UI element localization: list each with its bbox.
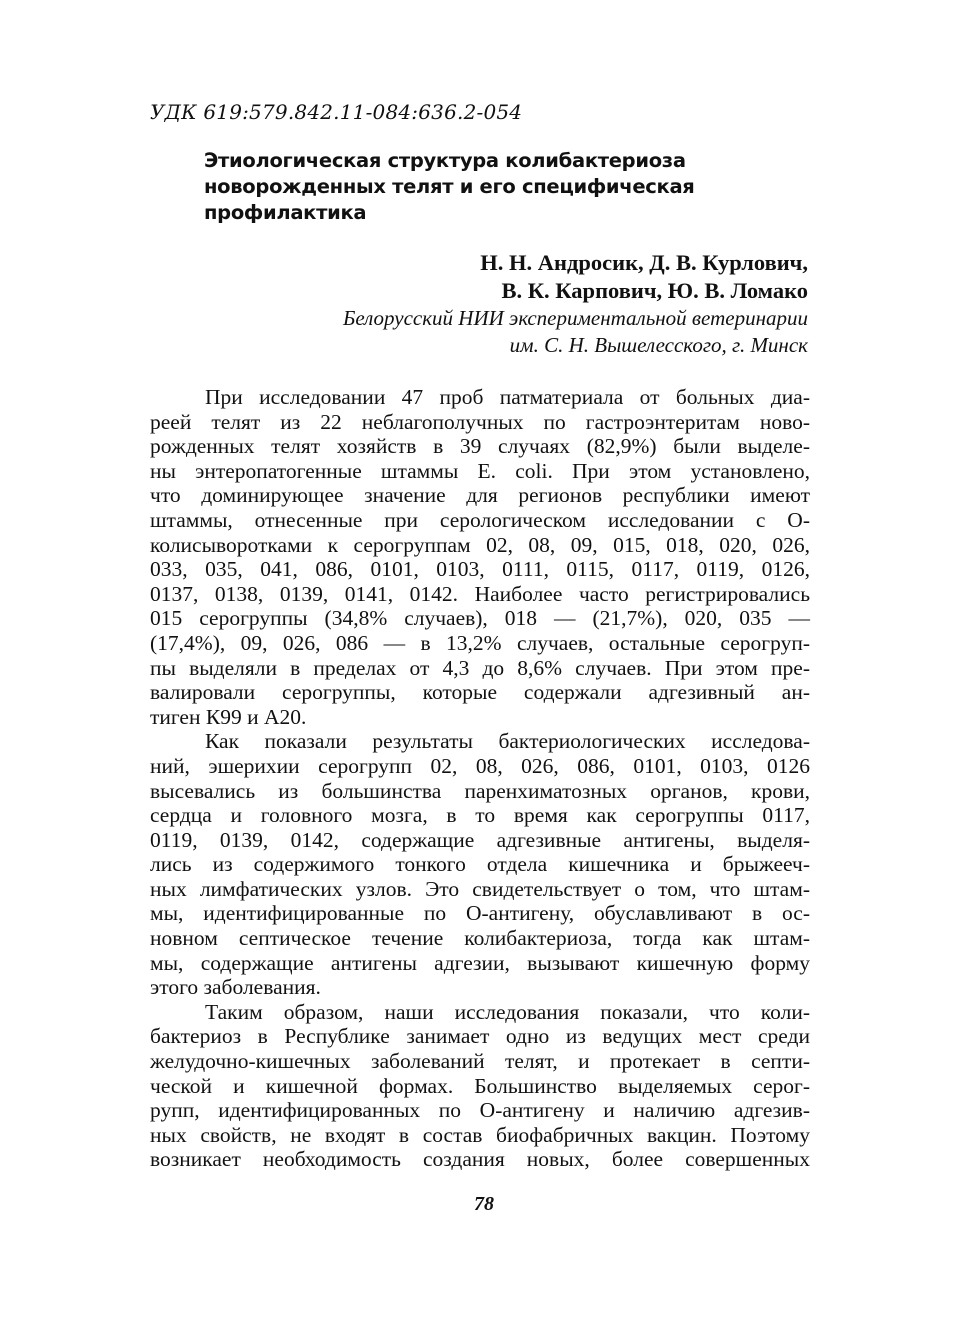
title-line: профилактика xyxy=(204,201,367,224)
authors-line: В. К. Карпович, Ю. В. Ломако xyxy=(501,278,808,303)
body-paragraph xyxy=(150,729,810,1000)
body-line: мы, содержащие антигены адгезии, вызывают кишечную форму xyxy=(150,950,810,975)
body-line: 015 серогруппы (34,8% случаев), 018 — (21,7%), 020, 035 — xyxy=(150,606,810,631)
body-paragraph xyxy=(150,385,810,729)
body-line: ных лимфатических узлов. Это свидетельствует о том, что штам- xyxy=(150,876,810,901)
body-line: пы выделяли в пределах от 4,3 до 8,6% случаев. При этом пре- xyxy=(150,655,810,680)
body-line: бактериоз в Республике занимает одно из ведущих мест среди xyxy=(150,1024,810,1049)
affiliation-line: им. С. Н. Вышелесского, г. Минск xyxy=(509,333,808,357)
body-line: штаммы, отнесенные при серологическом исследовании с О- xyxy=(150,507,810,532)
body-line: желудочно-кишечных заболеваний телят, и протекает в септи- xyxy=(150,1049,810,1074)
page-number: 78 xyxy=(474,1193,494,1215)
body-line: тиген К99 и А20. xyxy=(150,704,307,729)
body-line: рупп, идентифицированных по О-антигену и наличию адгезив- xyxy=(150,1098,810,1123)
body-line: колисыворотками к серогруппам 02, 08, 09, 015, 018, 020, 026, xyxy=(150,532,810,557)
authors xyxy=(480,249,808,305)
body-line: реей телят из 22 неблагополучных по гастроэнтеритам ново- xyxy=(150,409,810,434)
body-line: При исследовании 47 проб патматериала от больных диа- xyxy=(205,385,810,409)
body-paragraph xyxy=(150,1000,810,1172)
body-line: этого заболевания. xyxy=(150,975,321,1000)
body-line: что доминирующее значение для регионов республики имеют xyxy=(150,483,810,508)
body-line: мы, идентифицированные по О-антигену, обуславливают в ос- xyxy=(150,901,810,926)
udc-code: УДК 619:579.842.11-084:636.2-054 xyxy=(150,100,523,124)
body-line: валировали серогруппы, которые содержали адгезивный ан- xyxy=(150,680,810,705)
body-line: высевались из большинства паренхиматозных органов, крови, xyxy=(150,778,810,803)
title-line: Этиологическая структура колибактериоза xyxy=(204,149,686,172)
body-line: 0137, 0138, 0139, 0141, 0142. Наиболее часто регистрировались xyxy=(150,581,810,606)
body-line: (17,4%), 09, 026, 086 — в 13,2% случаев, остальные серогруп- xyxy=(150,630,810,655)
authors-line: Н. Н. Андросик, Д. В. Курлович, xyxy=(480,250,808,275)
affiliation xyxy=(343,305,808,359)
article-body xyxy=(150,385,810,1172)
body-line: ных свойств, не входят в состав биофабричных вакцин. Поэтому xyxy=(150,1122,810,1147)
body-line: новном септическое течение колибактериоза, тогда как штам- xyxy=(150,926,810,951)
body-line: лись из содержимого тонкого отдела кишечника и брыжееч- xyxy=(150,852,810,877)
body-line: ны энтеропатогенные штаммы E. coli. При этом установлено, xyxy=(150,458,810,483)
body-line: Как показали результаты бактериологических исследова- xyxy=(205,729,810,754)
affiliation-line: Белорусский НИИ экспериментальной ветеринарии xyxy=(342,306,808,330)
body-line: ческой и кишечной формах. Большинство выделяемых серог- xyxy=(150,1073,810,1098)
body-line: сердца и головного мозга, в то время как серогруппы 0117, xyxy=(150,803,810,828)
body-line: 033, 035, 041, 086, 0101, 0103, 0111, 0115, 0117, 0119, 0126, xyxy=(150,557,810,582)
body-line: возникает необходимость создания новых, более совершенных xyxy=(150,1147,810,1172)
title-line: новорожденных телят и его специфическая xyxy=(204,175,695,198)
body-line: рожденных телят хозяйств в 39 случаях (82,9%) были выделе- xyxy=(150,434,810,459)
article-title xyxy=(204,148,724,226)
body-line: ний, эшерихии серогрупп 02, 08, 026, 086, 0101, 0103, 0126 xyxy=(150,753,810,778)
body-line: Таким образом, наши исследования показали, что коли- xyxy=(205,999,810,1024)
body-line: 0119, 0139, 0142, содержащие адгезивные антигены, выделя- xyxy=(150,827,810,852)
